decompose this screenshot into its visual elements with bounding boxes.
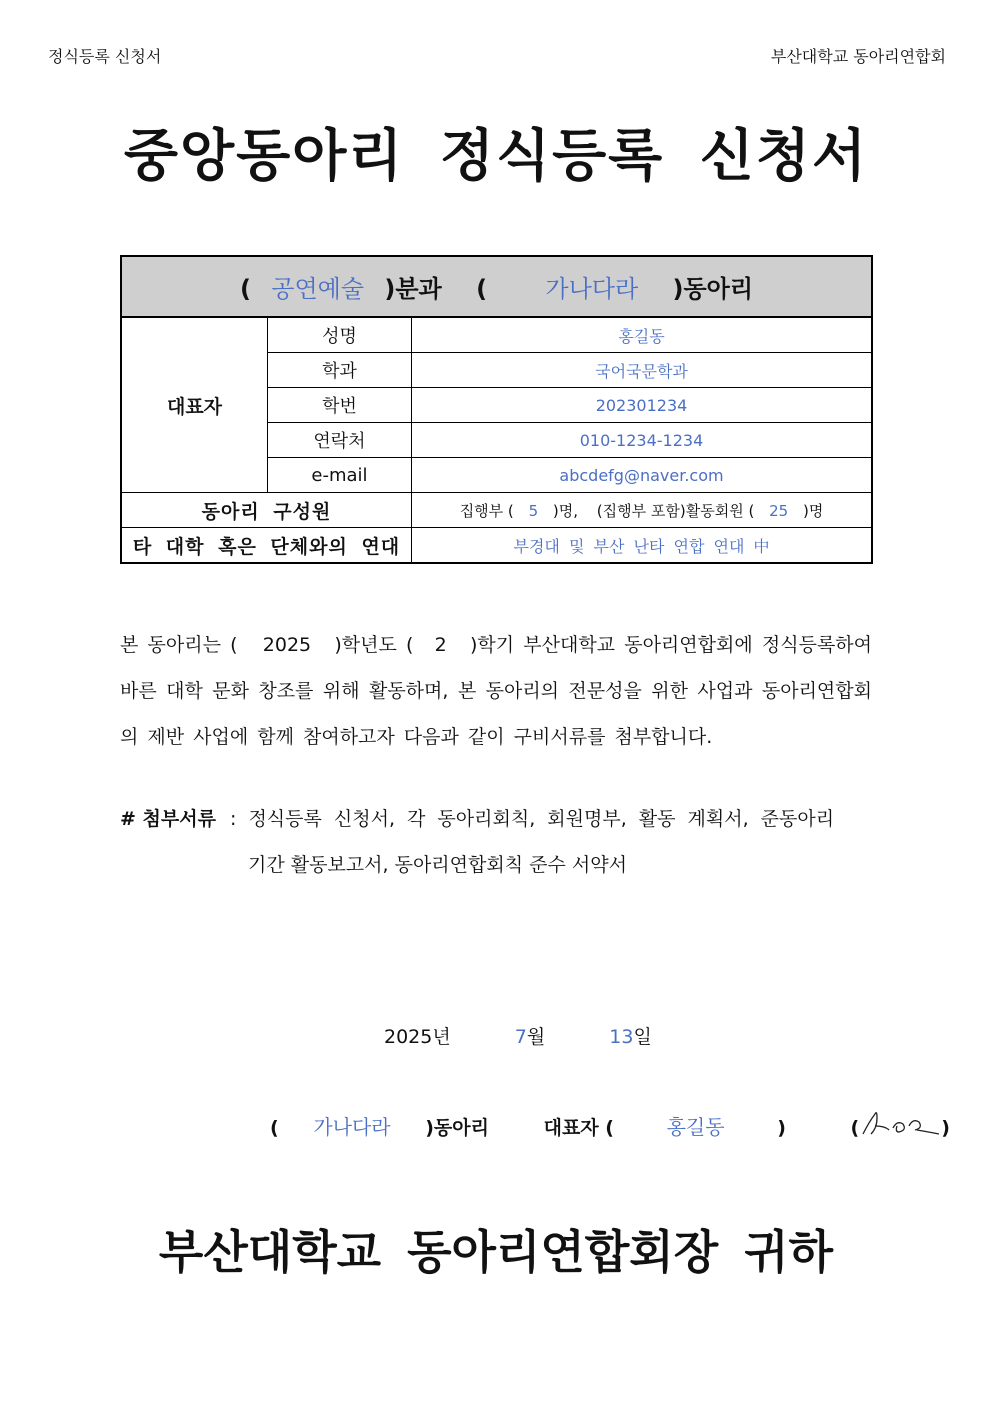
- representative-label: 대표자: [121, 317, 268, 493]
- table-row: [121, 528, 872, 564]
- row-label: 성명: [268, 317, 412, 353]
- phone-value: 010-1234-1234: [412, 423, 873, 458]
- date-year: 2025년: [384, 1026, 451, 1048]
- table-header-row: [121, 256, 872, 317]
- sign-rep-label: 대표자 (: [543, 1117, 614, 1139]
- date-month: 7: [514, 1026, 527, 1048]
- date-day-unit: 일: [633, 1026, 652, 1048]
- row-label: e-mail: [268, 458, 412, 493]
- header-doc-name: 정식등록 신청서: [48, 47, 162, 66]
- row-label: 학번: [268, 388, 412, 423]
- para-text-1: 본 동아리는 (: [120, 634, 238, 656]
- page-title: 중앙동아리 정식등록 신청서: [123, 124, 869, 189]
- para-semester: 2: [434, 634, 447, 656]
- attachments-list-1: : 정식등록 신청서, 각 동아리회칙, 회원명부, 활동 계획서, 준동아리: [230, 808, 835, 830]
- attachments-line-1: [120, 796, 872, 842]
- application-form-table: [120, 255, 873, 564]
- division-suffix: )분과: [384, 275, 442, 303]
- table-row: [121, 493, 872, 528]
- handwritten-signature: [859, 1108, 941, 1142]
- email-value: abcdefg@naver.com: [412, 458, 873, 493]
- date-line: [384, 1022, 652, 1049]
- exec-suffix: )명,: [552, 501, 579, 520]
- name-value: 홍길동: [412, 317, 873, 353]
- paren-open-2: (: [476, 275, 488, 303]
- sign-sig-close: ): [941, 1117, 950, 1139]
- active-prefix: (집행부 포함)활동회원 (: [596, 501, 755, 520]
- student-id-value: 202301234: [412, 388, 873, 423]
- club-value: 가나다라: [545, 275, 639, 303]
- active-suffix: )명: [802, 501, 824, 520]
- members-value: [412, 493, 873, 528]
- division-value: 공연예술: [271, 275, 365, 303]
- sign-sig-open: (: [850, 1117, 860, 1139]
- sign-paren-open: (: [270, 1117, 279, 1139]
- sign-rep-close: ): [777, 1117, 786, 1139]
- attachments-list-2: 기간 활동보고서, 동아리연합회칙 준수 서약서: [248, 854, 627, 876]
- signature-line: [270, 1108, 950, 1142]
- alliance-label: 타 대학 혹은 단체와의 연대: [121, 528, 412, 564]
- sign-club: 가나다라: [313, 1115, 391, 1139]
- attachments-label: # 첨부서류: [120, 808, 216, 830]
- table-row: [121, 317, 872, 353]
- sign-rep-name: 홍길동: [666, 1115, 725, 1139]
- date-day: 13: [609, 1026, 634, 1048]
- addressee: 부산대학교 동아리연합회장 귀하: [158, 1225, 834, 1279]
- sign-club-suffix: )동아리: [425, 1117, 489, 1139]
- department-value: 국어국문학과: [412, 353, 873, 388]
- paren-open: (: [239, 275, 251, 303]
- exec-count: 5: [528, 501, 539, 520]
- row-label: 연락처: [268, 423, 412, 458]
- division-club-header: [121, 256, 872, 317]
- alliance-value: 부경대 및 부산 난타 연합 연대 中: [412, 528, 873, 564]
- exec-prefix: 집행부 (: [459, 501, 514, 520]
- header-org-name: 부산대학교 동아리연합회: [770, 47, 946, 66]
- para-text-3: )학기 부산대학교 동아리연합회에 정식등록하여 바른 대학 문화 창조를 위해 활동하며, 본 동아리의 전문성을 위한 사업과 동아리연합회의 제반 사업에 함께 참여하고자 다음과 같이 구비서류를 첨부합니다.: [120, 634, 873, 748]
- members-label: 동아리 구성원: [121, 493, 412, 528]
- row-label: 학과: [268, 353, 412, 388]
- para-year: 2025: [262, 634, 312, 656]
- club-suffix: )동아리: [672, 275, 754, 303]
- date-month-unit: 월: [526, 1026, 546, 1048]
- active-count: 25: [769, 501, 789, 520]
- declaration-paragraph: [120, 622, 872, 760]
- para-text-2: )학년도 (: [334, 634, 414, 656]
